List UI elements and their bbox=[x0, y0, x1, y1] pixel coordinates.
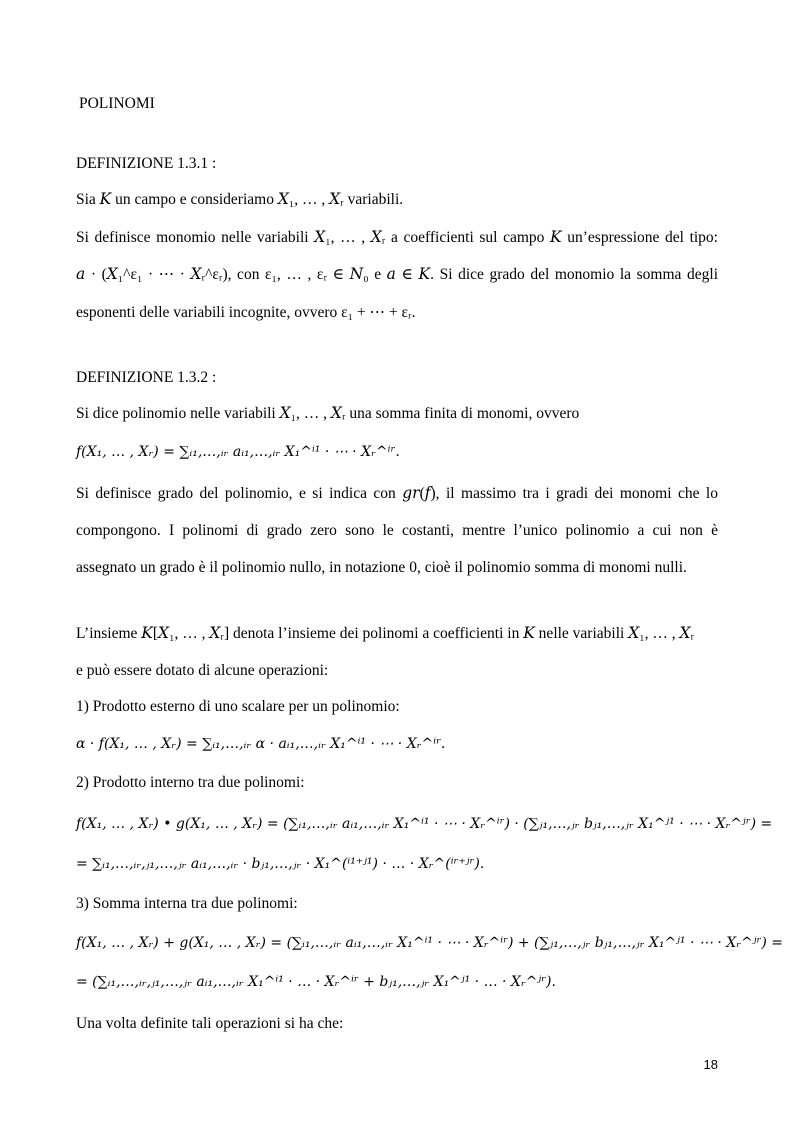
operation-3-title: 3) Somma interna tra due polinomi: bbox=[76, 895, 298, 912]
operations-intro-1: L’insieme 𝐾[𝑋₁, … , 𝑋ᵣ] denota l’insieme dei polinomi a coefficienti in 𝐾 nelle variabili 𝑋₁, … , 𝑋ᵣ bbox=[76, 625, 695, 642]
polynomial-formula: 𝑓(𝑋₁, … , 𝑋ᵣ) = ∑ᵢ₁,…,ᵢᵣ 𝑎ᵢ₁,…,ᵢᵣ 𝑋₁^ⁱ¹ · ⋯ · 𝑋ᵣ^ⁱʳ. bbox=[76, 444, 400, 460]
definition-1-line-2: Si definisce monomio nelle variabili 𝑋₁, … , 𝑋ᵣ a coefficienti sul campo 𝐾 un’espressione del tipo: bbox=[76, 229, 718, 246]
closing-sentence: Una volta definite tali operazioni si ha che: bbox=[76, 1015, 344, 1032]
definition-1-line-3: 𝑎 · (𝑋₁^ε₁ · ⋯ · 𝑋ᵣ^εᵣ), con ε₁, … , εᵣ ∈ 𝑁₀ e 𝑎 ∈ 𝐾. Si dice grado del monomio la somma degli bbox=[76, 266, 718, 283]
section-title: POLINOMI bbox=[79, 95, 155, 112]
operation-2-formula-line-1: 𝑓(𝑋₁, … , 𝑋ᵣ) • 𝑔(𝑋₁, … , 𝑋ᵣ) = (∑ᵢ₁,…,ᵢᵣ 𝑎ᵢ₁,…,ᵢᵣ 𝑋₁^ⁱ¹ · ⋯ · 𝑋ᵣ^ⁱʳ) · (∑ⱼ₁,…,ⱼᵣ 𝑏ⱼ₁,…,ⱼᵣ 𝑋₁^ʲ¹ · ⋯ · 𝑋ᵣ^ʲʳ) = bbox=[76, 816, 773, 832]
page-number: 18 bbox=[703, 1057, 718, 1072]
definition-2-heading: DEFINIZIONE 1.3.2 : bbox=[76, 369, 217, 386]
operation-3-formula-line-2: = (∑ᵢ₁,…,ᵢᵣ,ⱼ₁,…,ⱼᵣ 𝑎ᵢ₁,…,ᵢᵣ 𝑋₁^ⁱ¹ · … · 𝑋ᵣ^ⁱʳ + 𝑏ⱼ₁,…,ⱼᵣ 𝑋₁^ʲ¹ · … · 𝑋ᵣ^ʲʳ). bbox=[76, 974, 556, 990]
definition-2-line-2: Si definisce grado del polinomio, e si indica con 𝑔𝑟(𝑓), il massimo tra i gradi dei monomi che lo bbox=[76, 485, 718, 502]
operation-2-title: 2) Prodotto interno tra due polinomi: bbox=[76, 774, 305, 791]
operation-1-formula: α · 𝑓(𝑋₁, … , 𝑋ᵣ) = ∑ᵢ₁,…,ᵢᵣ α · 𝑎ᵢ₁,…,ᵢᵣ 𝑋₁^ⁱ¹ · ⋯ · 𝑋ᵣ^ⁱʳ. bbox=[76, 736, 446, 752]
operation-1-title: 1) Prodotto esterno di uno scalare per un polinomio: bbox=[76, 698, 400, 715]
definition-1-line-4: esponenti delle variabili incognite, ovvero ε₁ + ⋯ + εᵣ. bbox=[76, 304, 416, 321]
operation-2-formula-line-2: = ∑ᵢ₁,…,ᵢᵣ,ⱼ₁,…,ⱼᵣ 𝑎ᵢ₁,…,ᵢᵣ · 𝑏ⱼ₁,…,ⱼᵣ · 𝑋₁^(ⁱ¹⁺ʲ¹) · … · 𝑋ᵣ^(ⁱʳ⁺ʲʳ). bbox=[76, 856, 485, 872]
operation-3-formula-line-1: 𝑓(𝑋₁, … , 𝑋ᵣ) + 𝑔(𝑋₁, … , 𝑋ᵣ) = (∑ᵢ₁,…,ᵢᵣ 𝑎ᵢ₁,…,ᵢᵣ 𝑋₁^ⁱ¹ · ⋯ · 𝑋ᵣ^ⁱʳ) + (∑ⱼ₁,…,ⱼᵣ 𝑏ⱼ₁,…,ⱼᵣ 𝑋₁^ʲ¹ · ⋯ · 𝑋ᵣ^ʲʳ) = bbox=[76, 935, 783, 951]
operations-intro-2: e può essere dotato di alcune operazioni: bbox=[76, 662, 329, 679]
definition-2-line-1: Si dice polinomio nelle variabili 𝑋₁, … , 𝑋ᵣ una somma finita di monomi, ovvero bbox=[76, 405, 580, 422]
definition-2-line-4: assegnato un grado è il polinomio nullo, in notazione 0, cioè il polinomio somma di monomi nulli. bbox=[76, 559, 687, 576]
definition-2-line-3: compongono. I polinomi di grado zero sono le costanti, mentre l’unico polinomio a cui non è bbox=[76, 522, 718, 539]
definition-1-line-1: Sia 𝐾 un campo e consideriamo 𝑋₁, … , 𝑋ᵣ variabili. bbox=[76, 191, 404, 208]
definition-1-heading: DEFINIZIONE 1.3.1 : bbox=[76, 155, 217, 172]
